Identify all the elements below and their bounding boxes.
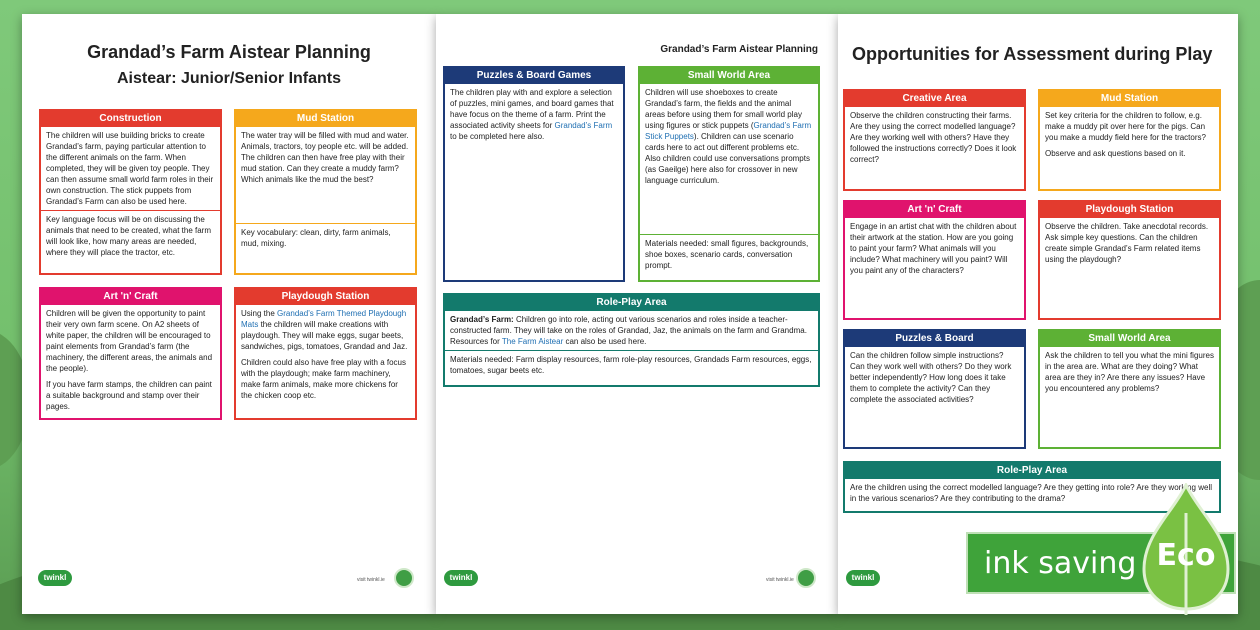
puzzles-heading: Puzzles & Board <box>845 331 1024 347</box>
small-world-text: Ask the children to tell you what the mini figures in the area are. What are they doing? What area are they in? Are there any issues? Have you encountered any problems? <box>1045 351 1214 393</box>
twinkl-logo: twinkl <box>444 570 478 586</box>
creative-area-text: Observe the children constructing their farms. Are they using the correct modelled language? Are they working well with others? Have they followed the instructions correctly? Does it look correct? <box>850 111 1017 164</box>
playdough-heading: Playdough Station <box>1040 202 1219 218</box>
small-world-text-b: ). Children can use scenario cards here to act out different problems etc. Also children could use conversations prompts (as Gaeilge) here also for crossover in new language curriculum. <box>645 132 810 185</box>
construction-focus: Key language focus will be on discussing the animals that need to be created, what the farm will look like, how many areas are needed, where they will place the tractor, etc. <box>46 215 211 257</box>
page-title: Grandad’s Farm Aistear Planning <box>87 42 371 62</box>
puzzles-box <box>843 329 1026 449</box>
page-2 <box>436 14 838 614</box>
construction-text: The children will use building bricks to create Grandad’s farm, paying particular attention to the different animals on the farm. When completed, they will be given toy people. They can then assume small world farm roles in their own construction. The stick puppets from Grandad’s Farm can also be used here. <box>46 131 214 206</box>
art-craft-heading: Art 'n' Craft <box>845 202 1024 218</box>
small-world-box <box>638 66 820 282</box>
playdough-box <box>1038 200 1221 320</box>
small-world-text-a: Children will use shoeboxes to create Grandad’s farm, the fields and the animal areas before using them for small world play using figures or stick puppets ( <box>645 88 802 130</box>
small-world-heading: Small World Area <box>1040 331 1219 347</box>
puzzles-text-b: to be completed here also. <box>450 132 545 141</box>
small-world-box <box>1038 329 1221 449</box>
page-1 <box>22 14 436 614</box>
mud-station-text-2: Observe and ask questions based on it. <box>1045 149 1186 158</box>
mud-station-text: Set key criteria for the children to follow, e.g. make a muddy pit over here for the pigs. Can you make a muddy field here for the tractors? <box>1045 111 1206 142</box>
puzzles-text-a: The children play with and explore a selection of puzzles, mini games, and board games that have focus on the theme of a farm. Print the associated activity sheets for <box>450 88 614 130</box>
twinkl-logo: twinkl <box>846 570 880 586</box>
roleplay-materials: Materials needed: Farm display resources, farm role-play resources, Grandads Farm resources, eggs, tomatoes, sugar beets etc. <box>450 355 812 375</box>
twinkl-logo: twinkl <box>38 570 72 586</box>
grandads-farm-link[interactable]: Grandad’s Farm <box>554 121 613 130</box>
mud-station-box <box>234 109 417 275</box>
page-header: Grandad’s Farm Aistear Planning <box>660 44 818 55</box>
construction-heading: Construction <box>41 111 220 127</box>
art-craft-box <box>843 200 1026 320</box>
roleplay-text: Are the children using the correct modelled language? Are they getting into role? Are they working well in the various scenarios? Are they contributing to the drama? <box>850 483 1212 503</box>
art-craft-text: Children will be given the opportunity to paint their very own farm scene. On A2 sheets of white paper, the children will be encouraged to paint elements from Grandad’s farm (the machinery, the different areas, the animals and the people). <box>46 309 213 373</box>
stick-puppets-link[interactable]: Grandad’s Farm Stick Puppets <box>645 121 812 141</box>
creative-area-heading: Creative Area <box>845 91 1024 107</box>
roleplay-heading: Role-Play Area <box>445 295 818 311</box>
art-craft-text-2: If you have farm stamps, the children can paint a suitable background and stamp over their pages. <box>46 380 212 411</box>
roleplay-text-b: can also be used here. <box>563 337 647 346</box>
footer-url: visit twinkl.ie <box>766 577 794 583</box>
ink-saving-text: ink saving <box>984 546 1137 581</box>
page-title: Opportunities for Assessment during Play <box>852 44 1213 64</box>
playdough-mats-link[interactable]: Grandad’s Farm Themed Playdough Mats <box>241 309 407 329</box>
roleplay-heading: Role-Play Area <box>845 463 1219 479</box>
mud-station-box <box>1038 89 1221 191</box>
farm-aistear-link[interactable]: The Farm Aistear <box>501 337 564 346</box>
playdough-text-b: the children will make creations with playdough. They will make eggs, sugar beets, sandwiches, pigs, tomatoes, Grandad and Jaz. <box>241 320 408 351</box>
footer-badge-icon <box>796 568 816 588</box>
art-craft-heading: Art 'n' Craft <box>41 289 220 305</box>
small-world-heading: Small World Area <box>640 68 818 84</box>
creative-area-box <box>843 89 1026 191</box>
mud-station-heading: Mud Station <box>1040 91 1219 107</box>
roleplay-label: Grandad’s Farm: <box>450 315 516 324</box>
playdough-text-a: Using the <box>241 309 278 318</box>
eco-label: Eco <box>1156 538 1216 573</box>
playdough-box <box>234 287 417 420</box>
footer-badge-icon <box>394 568 414 588</box>
art-craft-text: Engage in an artist chat with the children about their artwork at the station. How are you going to paint your farm? What animals will you include? What machinery will you paint? Will you paint any of the characters? <box>850 222 1017 275</box>
construction-box <box>39 109 222 275</box>
playdough-heading: Playdough Station <box>236 289 415 305</box>
puzzles-heading: Puzzles & Board Games <box>445 68 623 84</box>
puzzles-box <box>443 66 625 282</box>
puzzles-text: Can the children follow simple instructions? Can they work well with others? Do they work better independently? How long does it take them to complete the activity? Can they complete the associated activities? <box>850 351 1012 404</box>
art-craft-box <box>39 287 222 420</box>
playdough-text: Observe the children. Take anecdotal records. Ask simple key questions. Can the children create simple Grandad’s Farm related items using the playdough? <box>1045 222 1209 264</box>
mud-station-text: The water tray will be filled with mud and water. Animals, tractors, toy people etc. will be added. The children can then have free play with their mud station. Can they create a muddy farm? Which animals like the mud the best? <box>241 131 409 184</box>
roleplay-text-a: Children go into role, acting out various scenarios and roles inside a teacher-constructed farm. They will take on the roles of Grandad, Jaz, the animals on the farm and Grandma. Resources for <box>450 315 807 346</box>
roleplay-box <box>443 293 820 387</box>
mud-station-vocab: Key vocabulary: clean, dirty, farm animals, mud, mixing. <box>241 228 391 248</box>
page-subtitle: Aistear: Junior/Senior Infants <box>116 70 342 87</box>
small-world-materials: Materials needed: small figures, backgrounds, shoe boxes, scenario cards, conversation prompt. <box>645 239 809 270</box>
mud-station-heading: Mud Station <box>236 111 415 127</box>
playdough-text-2: Children could also have free play with a focus with the playdough; make farm machinery, make farm animals, make more chickens for the chicken coop etc. <box>241 358 406 400</box>
footer-url: visit twinkl.ie <box>357 577 385 583</box>
